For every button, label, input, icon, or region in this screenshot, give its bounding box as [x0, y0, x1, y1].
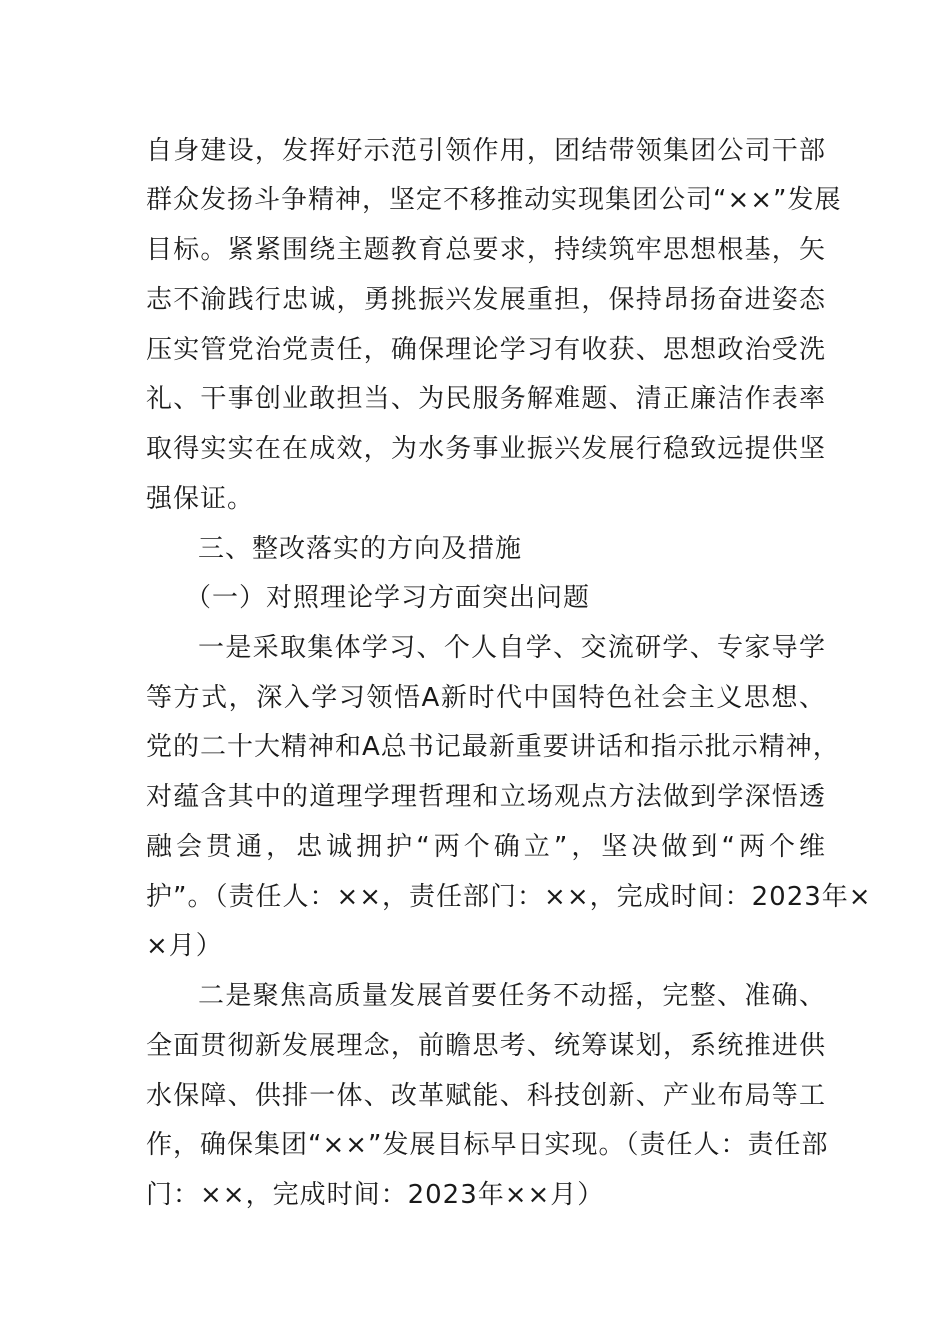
body-text-line: 礼、干事创业敢担当、为民服务解难题、清正廉洁作表率 — [146, 384, 826, 414]
body-text-line: 强保证。 — [146, 484, 255, 514]
body-text-line: 等方式，深入学习领悟A新时代中国特色社会主义思想、 — [146, 683, 826, 713]
body-text-line: 群众发扬斗争精神，坚定不移推动实现集团公司“××”发展 — [146, 185, 842, 215]
body-text-line: 目标。紧紧围绕主题教育总要求，持续筑牢思想根基，矢 — [146, 235, 826, 265]
body-text-line: 全面贯彻新发展理念，前瞻思考、统筹谋划，系统推进供 — [146, 1031, 826, 1061]
body-text-line: 对蕴含其中的道理学理哲理和立场观点方法做到学深悟透 — [146, 782, 826, 812]
body-text-line: 党的二十大精神和A总书记最新重要讲话和指示批示精神， — [146, 732, 840, 762]
body-text-line: ×月） — [146, 931, 223, 961]
body-text-line: 护”。（责任人：××，责任部门：××，完成时间：2023年× — [146, 882, 872, 912]
section-heading: 三、整改落实的方向及措施 — [198, 534, 523, 564]
body-text-line: 门：××，完成时间：2023年××月） — [146, 1180, 605, 1210]
body-text-line: 作，确保集团“××”发展目标早日实现。（责任人：责任部 — [146, 1130, 829, 1160]
subsection-heading: （一）对照理论学习方面突出问题 — [185, 583, 591, 613]
body-text-line: 自身建设，发挥好示范引领作用，团结带领集团公司干部 — [146, 136, 826, 166]
body-text-line: 压实管党治党责任，确保理论学习有收获、思想政治受洗 — [146, 335, 826, 365]
body-text-line: 二是聚焦高质量发展首要任务不动摇，完整、准确、 — [198, 981, 826, 1011]
body-text-line: 水保障、供排一体、改革赋能、科技创新、产业布局等工 — [146, 1081, 826, 1111]
body-text-line: 一是采取集体学习、个人自学、交流研学、专家导学 — [198, 633, 826, 663]
body-text-line: 志不渝践行忠诚，勇挑振兴发展重担，保持昂扬奋进姿态 — [146, 285, 826, 315]
body-text-line: 融会贯通，忠诚拥护“两个确立”，坚决做到“两个维 — [146, 832, 826, 862]
body-text-line: 取得实实在在成效，为水务事业振兴发展行稳致远提供坚 — [146, 434, 826, 464]
